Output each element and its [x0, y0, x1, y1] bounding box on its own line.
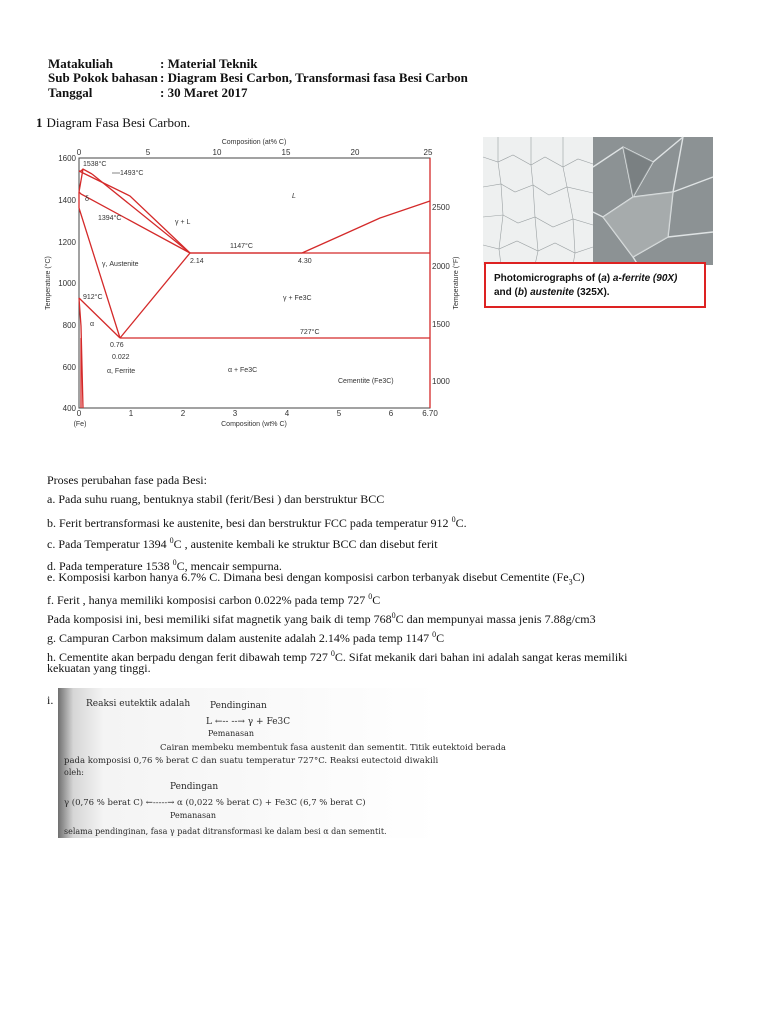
bottom-tick-label: 4: [284, 409, 290, 418]
label-alpha-plus-fe3c: α + Fe3C: [228, 367, 258, 374]
bottom-tick-label: 0: [76, 409, 82, 418]
header-value-date: : 30 Maret 2017: [160, 85, 248, 100]
header-value-topic: : Diagram Besi Carbon, Transformasi fasa Besi Carbon: [160, 70, 468, 85]
scanned-eutectic-excerpt: [58, 688, 506, 838]
top-tick-label: 10: [212, 148, 222, 157]
caption-a: a: [601, 273, 607, 284]
label-1538c: 1538°C: [83, 161, 107, 168]
scan-line: selama pendinginan, fasa γ padat ditransformasi ke dalam besi α dan sementit.: [64, 827, 387, 836]
label-austenite: γ, Austenite: [102, 261, 139, 268]
process-item-b: b. Ferit bertransformasi ke austenite, besi dan berstruktur FCC pada temperatur 912 $^0$C.: [47, 515, 467, 530]
bottom-tick-label: 6.70: [422, 409, 438, 418]
left-tick-label: 1400: [58, 196, 76, 205]
caption-b: b: [517, 287, 524, 298]
document-header: [0, 56, 768, 104]
label-gamma-plus-liquid: γ + L: [175, 219, 191, 226]
bottom-tick-label: 3: [232, 409, 238, 418]
scan-line: Cairan membeku membentuk fasa austenit dan sementit. Titik eutektoid berada: [160, 743, 506, 753]
caption-text: (325X).: [574, 287, 610, 298]
label-alpha: α: [90, 321, 95, 328]
scan-line: Pemanasan: [208, 729, 255, 738]
top-tick-label: 5: [145, 148, 151, 157]
label-0-76: 0.76: [110, 342, 124, 349]
label-0-022: 0.022: [112, 354, 130, 361]
process-item-d: d. Pada temperature 1538 $^0$C, mencair sempurna.: [47, 558, 282, 573]
label-912c: 912°C: [83, 294, 103, 301]
top-tick-label: 0: [76, 148, 82, 157]
left-tick-label: 1000: [58, 279, 76, 288]
left-axis-label: Temperature (°C): [45, 256, 52, 310]
process-item-f-detail: Pada komposisi ini, besi memiliki sifat magnetik yang baik di temp $768^0C$ dan mempunyai massa jenis 7.88g/cm3: [47, 611, 596, 626]
label-ferrite: α, Ferrite: [107, 368, 136, 375]
section-title-text: Diagram Fasa Besi Carbon.: [46, 115, 191, 130]
process-item-h: h. Cementite akan berpadu dengan ferit dibawah temp 727 $^0$C. Sifat mekanik dari bahan ini adalah sangat keras memiliki: [47, 649, 628, 664]
caption-ferrite: a-ferrite (90X): [612, 273, 678, 284]
process-item-c: c. Pada Temperatur 1394 $^0$C , austenite kembali ke struktur BCC dan disebut ferit: [47, 536, 438, 551]
scan-line: L ←-- --→ γ + Fe3C: [206, 717, 291, 727]
left-tick-label: 600: [62, 363, 76, 372]
bottom-tick-label: 2: [180, 409, 186, 418]
bottom-tick-label: 6: [388, 409, 394, 418]
caption-text: Photomicrographs of (: [494, 273, 602, 284]
bottom-tick-label: 5: [336, 409, 342, 418]
scan-line: Pendinginan: [210, 701, 267, 711]
right-tick-label: 2000: [432, 262, 450, 271]
right-axis-label: Temperature (°F): [453, 256, 460, 310]
label-liquid: L: [292, 193, 296, 200]
label-1493c: 1493°C: [120, 170, 144, 177]
section-title: [36, 115, 190, 131]
label-727c: 727°C: [300, 329, 320, 336]
photomicrograph-images: [483, 137, 713, 265]
process-item-g: g. Campuran Carbon maksimum dalam austenite adalah 2.14% pada temp 1147 $^0$C: [47, 630, 445, 645]
caption-text: ): [524, 287, 531, 298]
top-tick-label: 20: [350, 148, 360, 157]
scan-line: pada komposisi 0,76 % berat C dan suatu temperatur 727°C. Reaksi eutectoid diwakili: [64, 756, 439, 766]
austenite-micrograph: [593, 137, 713, 265]
caption-text: ): [606, 273, 613, 284]
scan-line: Reaksi eutektik adalah: [86, 699, 191, 709]
left-tick-label: 800: [62, 321, 76, 330]
right-tick-label: 1000: [432, 377, 450, 386]
left-tick-label: 1200: [58, 238, 76, 247]
left-tick-label: 1600: [58, 154, 76, 163]
label-1394c: 1394°C: [98, 215, 122, 222]
right-tick-label: 2500: [432, 203, 450, 212]
top-tick-label: 15: [281, 148, 291, 157]
header-key-topic: Sub Pokok bahasan: [48, 70, 158, 85]
label-1147c: 1147°C: [230, 243, 253, 250]
label-4-30: 4.30: [298, 258, 312, 265]
scan-line: Pemanasan: [170, 811, 217, 820]
label-2-14: 2.14: [190, 258, 204, 265]
label-delta: δ: [85, 196, 89, 203]
process-item-a: a. Pada suhu ruang, bentuknya stabil (ferit/Besi ) dan berstruktur BCC: [47, 492, 385, 506]
left-tick-label: 400: [62, 404, 76, 413]
bottom-axis-label: Composition (wt% C): [221, 421, 287, 428]
bottom-tick-label: 1: [128, 409, 134, 418]
process-item-e: e. Komposisi karbon hanya 6.7% C. Dimana besi dengan komposisi carbon terbanyak disebut Cementite $(Fe_3C)$: [47, 570, 585, 587]
caption-text: and (: [494, 287, 518, 298]
process-item-h-cont: kekuatan yang tinggi.: [47, 661, 151, 675]
scan-line: γ (0,76 % berat C) ←-----→ α (0,022 % berat C) + Fe3C (6,7 % berat C): [64, 798, 366, 808]
caption-austenite: austenite: [530, 287, 575, 298]
fe-c-phase-diagram: [40, 136, 460, 431]
header-value-subject: : Material Teknik: [160, 56, 258, 71]
fe-label: (Fe): [73, 421, 87, 428]
header-key-subject: Matakuliah: [48, 56, 114, 71]
section-number: 1: [36, 115, 43, 130]
process-item-f: f. Ferit , hanya memiliki komposisi carbon 0.022% pada temp 727 $^0$C: [47, 592, 381, 607]
process-title: Proses perubahan fase pada Besi:: [47, 473, 207, 487]
right-tick-label: 1500: [432, 320, 450, 329]
label-gamma-plus-fe3c: γ + Fe3C: [283, 295, 312, 302]
item-i-label: i.: [47, 693, 54, 707]
photomicrograph-caption: [484, 262, 706, 308]
label-cementite: Cementite (Fe3C): [338, 378, 394, 385]
top-axis-label: Composition (at% C): [221, 139, 287, 146]
scan-line: Pendingan: [170, 782, 219, 792]
scan-line: oleh:: [64, 768, 84, 777]
header-key-date: Tanggal: [48, 85, 93, 100]
ferrite-micrograph: [483, 137, 593, 265]
top-tick-label: 25: [423, 148, 433, 157]
